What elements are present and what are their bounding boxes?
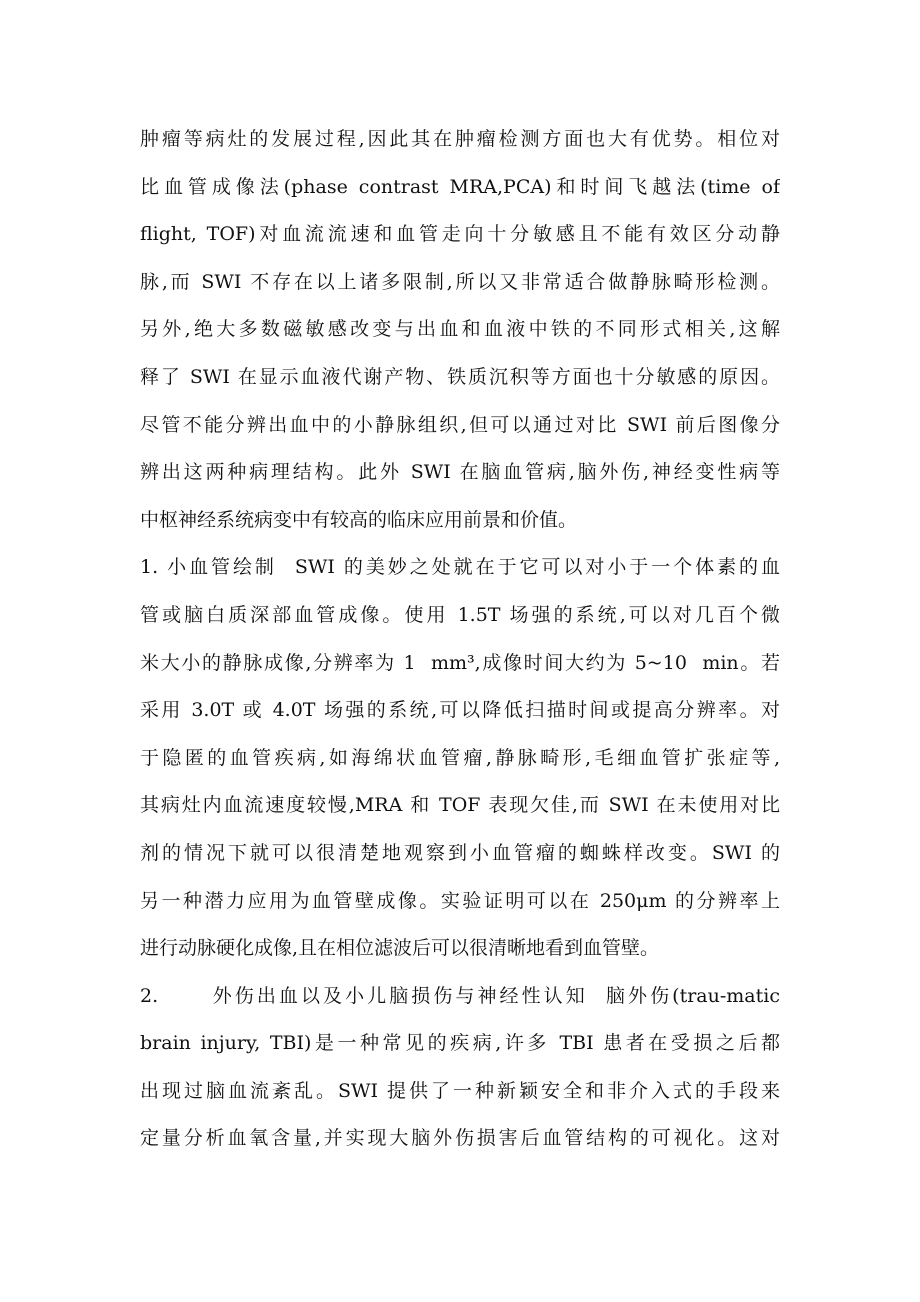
text-line: 中枢神经系统病变中有较高的临床应用前景和价值。 <box>140 508 578 531</box>
body-text <box>140 116 780 1163</box>
text-line: 肿瘤等病灶的发展过程,因此其在肿瘤检测方面也大有优势。相位对 <box>140 128 780 150</box>
text-line: 剂的情况下就可以很清楚地观察到小血管瘤的蜘蛛样改变。SWI 的 <box>140 841 780 864</box>
text-line: 比血管成像法(phase contrast MRA,PCA)和时间飞越法(time of <box>140 175 780 198</box>
text-line: brain injury, TBI)是一种常见的疾病,许多 TBI 患者在受损之后都 <box>140 1032 780 1055</box>
text-line: 释了 SWI 在显示血液代谢产物、铁质沉积等方面也十分敏感的原因。 <box>140 365 780 388</box>
text-line: 尽管不能分辨出血中的小静脉组织,但可以通过对比 SWI 前后图像分 <box>140 413 780 436</box>
text-line: 采用 3.0T 或 4.0T 场强的系统,可以降低扫描时间或提高分辨率。对 <box>140 699 780 722</box>
text-line: flight, TOF)对血流流速和血管走向十分敏感且不能有效区分动静 <box>140 223 780 246</box>
text-line: 其病灶内血流速度较慢,MRA 和 TOF 表现欠佳,而 SWI 在未使用对比 <box>140 794 780 817</box>
text-line: 定量分析血氧含量,并实现大脑外伤损害后血管结构的可视化。这对 <box>140 1127 780 1150</box>
text-line: 辨出这两种病理结构。此外 SWI 在脑血管病,脑外伤,神经变性病等 <box>140 461 780 484</box>
text-line: 2. 外伤出血以及小儿脑损伤与神经性认知 脑外伤(trau-matic <box>140 984 780 1007</box>
text-line: 进行动脉硬化成像,且在相位滤波后可以很清晰地看到血管壁。 <box>140 937 660 960</box>
text-line: 于隐匿的血管疾病,如海绵状血管瘤,静脉畸形,毛细血管扩张症等, <box>140 746 780 769</box>
text-line: 米大小的静脉成像,分辨率为 1 mm³,成像时间大约为 5~10 min。若 <box>140 651 780 674</box>
text-line: 出现过脑血流紊乱。SWI 提供了一种新颖安全和非介入式的手段来 <box>140 1079 780 1102</box>
text-line: 管或脑白质深部血管成像。使用 1.5T 场强的系统,可以对几百个微 <box>140 603 780 626</box>
text-line: 另一种潜力应用为血管壁成像。实验证明可以在 250μm 的分辨率上 <box>140 889 780 912</box>
text-line: 另外,绝大多数磁敏感改变与出血和血液中铁的不同形式相关,这解 <box>140 318 780 341</box>
text-line: 脉,而 SWI 不存在以上诸多限制,所以又非常适合做静脉畸形检测。 <box>140 270 780 293</box>
text-line: 1. 小血管绘制 SWI 的美妙之处就在于它可以对小于一个体素的血 <box>140 556 780 579</box>
